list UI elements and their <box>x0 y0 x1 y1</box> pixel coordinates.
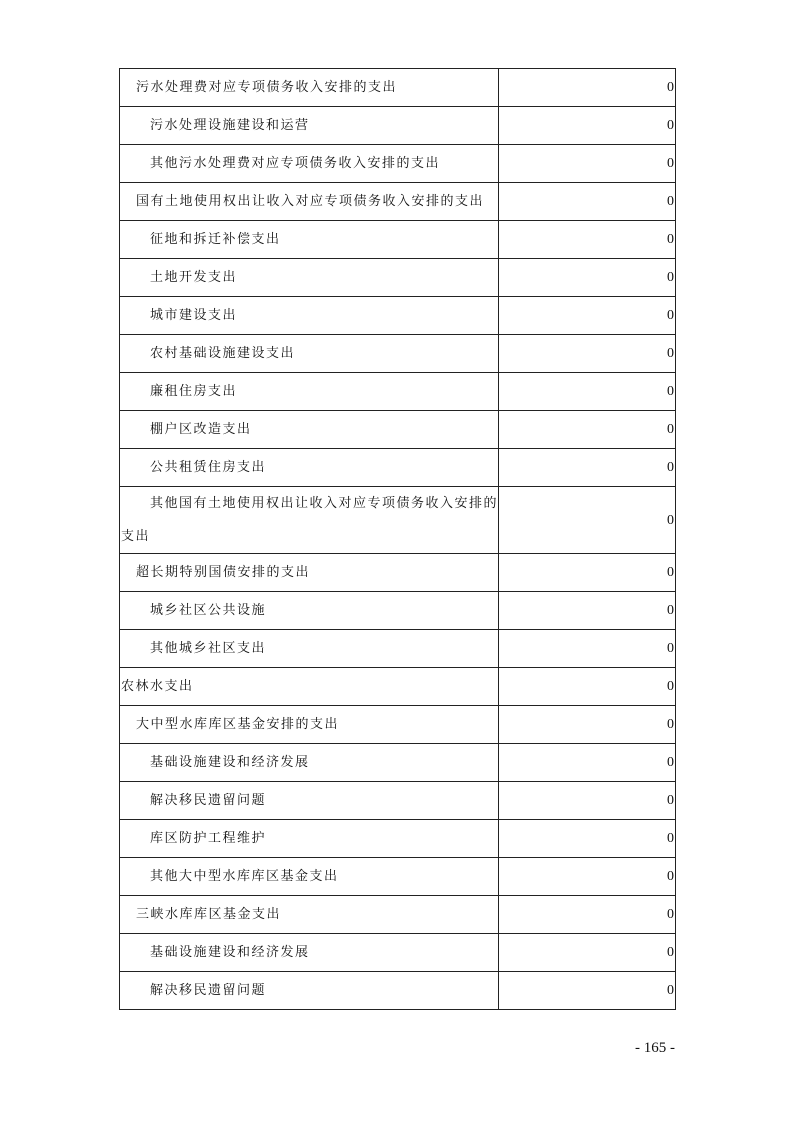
table-row <box>120 259 676 297</box>
item-name: 解决移民遗留问题 <box>120 782 499 820</box>
table-row <box>120 972 676 1010</box>
item-name: 国有土地使用权出让收入对应专项债务收入安排的支出 <box>120 183 499 221</box>
budget-expenditure-table <box>119 68 676 1010</box>
item-amount: 0 <box>499 373 676 411</box>
item-amount: 0 <box>499 259 676 297</box>
item-name: 其他污水处理费对应专项债务收入安排的支出 <box>120 145 499 183</box>
item-amount: 0 <box>499 630 676 668</box>
item-name: 其他国有土地使用权出让收入对应专项债务收入安排的支出 <box>120 487 499 554</box>
table-row <box>120 411 676 449</box>
table-row <box>120 668 676 706</box>
item-amount: 0 <box>499 668 676 706</box>
item-amount: 0 <box>499 972 676 1010</box>
item-name: 基础设施建设和经济发展 <box>120 744 499 782</box>
table-row <box>120 297 676 335</box>
table-row <box>120 335 676 373</box>
item-name: 城乡社区公共设施 <box>120 592 499 630</box>
table-row <box>120 934 676 972</box>
item-amount: 0 <box>499 782 676 820</box>
table-row <box>120 858 676 896</box>
table-row <box>120 145 676 183</box>
item-name: 廉租住房支出 <box>120 373 499 411</box>
item-amount: 0 <box>499 706 676 744</box>
table-row <box>120 183 676 221</box>
item-amount: 0 <box>499 411 676 449</box>
item-name: 农林水支出 <box>120 668 499 706</box>
item-amount: 0 <box>499 183 676 221</box>
item-amount: 0 <box>499 934 676 972</box>
item-amount: 0 <box>499 145 676 183</box>
item-name: 库区防护工程维护 <box>120 820 499 858</box>
table-row <box>120 221 676 259</box>
item-name: 农村基础设施建设支出 <box>120 335 499 373</box>
table-row <box>120 630 676 668</box>
item-name: 征地和拆迁补偿支出 <box>120 221 499 259</box>
table-row <box>120 69 676 107</box>
table-row <box>120 554 676 592</box>
table-row <box>120 449 676 487</box>
item-amount: 0 <box>499 297 676 335</box>
item-amount: 0 <box>499 858 676 896</box>
item-amount: 0 <box>499 896 676 934</box>
table-row <box>120 820 676 858</box>
item-amount: 0 <box>499 554 676 592</box>
table-row <box>120 592 676 630</box>
item-amount: 0 <box>499 744 676 782</box>
item-name: 基础设施建设和经济发展 <box>120 934 499 972</box>
item-name: 解决移民遗留问题 <box>120 972 499 1010</box>
table-row <box>120 373 676 411</box>
item-amount: 0 <box>499 221 676 259</box>
item-name: 大中型水库库区基金安排的支出 <box>120 706 499 744</box>
table-row <box>120 487 676 554</box>
table-row <box>120 107 676 145</box>
item-name: 公共租赁住房支出 <box>120 449 499 487</box>
item-amount: 0 <box>499 592 676 630</box>
table-row <box>120 706 676 744</box>
item-name: 污水处理设施建设和运营 <box>120 107 499 145</box>
item-name: 超长期特别国债安排的支出 <box>120 554 499 592</box>
item-name: 其他大中型水库库区基金支出 <box>120 858 499 896</box>
item-name: 三峡水库库区基金支出 <box>120 896 499 934</box>
item-name: 污水处理费对应专项债务收入安排的支出 <box>120 69 499 107</box>
page-number: - 165 - <box>635 1040 675 1056</box>
table-row <box>120 744 676 782</box>
table-row <box>120 782 676 820</box>
item-amount: 0 <box>499 820 676 858</box>
item-amount: 0 <box>499 487 676 554</box>
item-name: 城市建设支出 <box>120 297 499 335</box>
table-row <box>120 896 676 934</box>
item-amount: 0 <box>499 107 676 145</box>
item-amount: 0 <box>499 69 676 107</box>
item-amount: 0 <box>499 449 676 487</box>
item-amount: 0 <box>499 335 676 373</box>
item-name: 棚户区改造支出 <box>120 411 499 449</box>
item-name: 土地开发支出 <box>120 259 499 297</box>
item-name: 其他城乡社区支出 <box>120 630 499 668</box>
